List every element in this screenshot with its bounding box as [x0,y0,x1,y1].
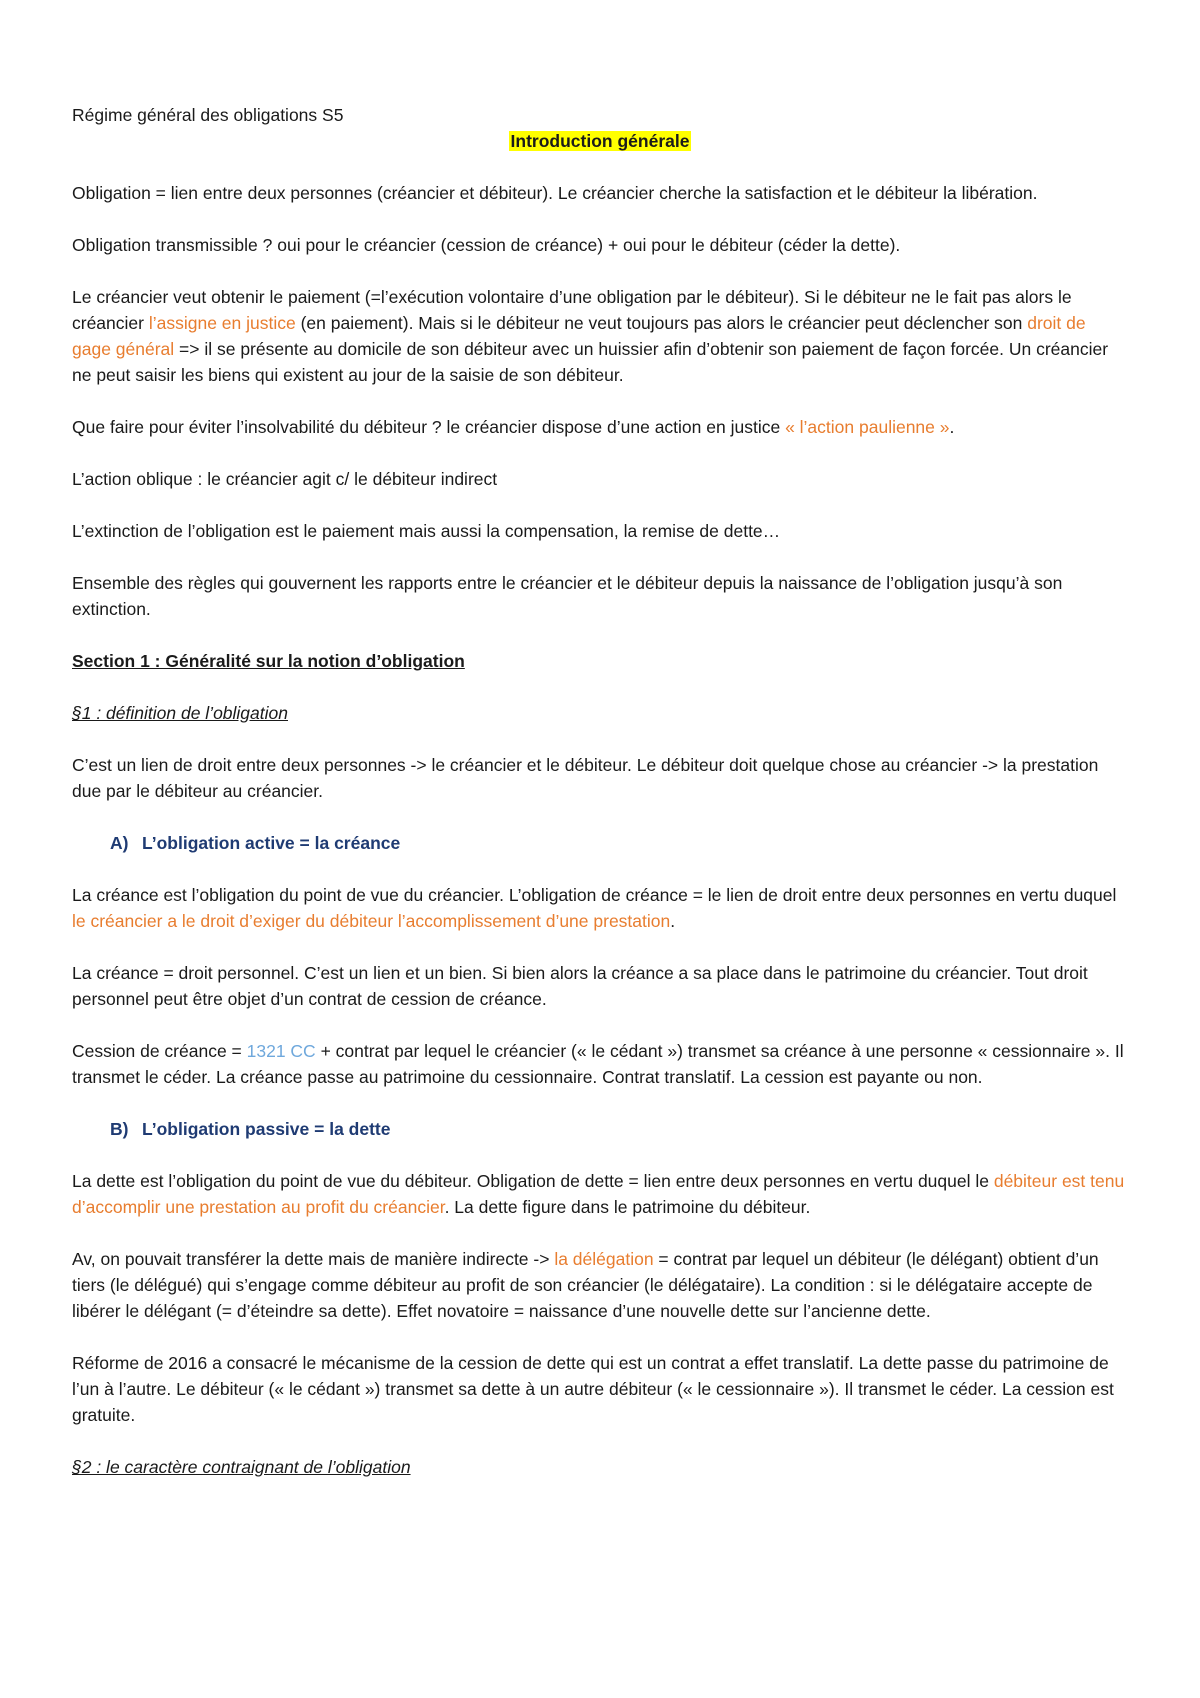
intro-title [72,128,1128,154]
highlight-paulienne: « l’action paulienne » [785,417,950,437]
paragraph-definition: C’est un lien de droit entre deux personnes -> le créancier et le débiteur. Le débiteur doit quelque chose au créancier -> la prestation due par le débiteur au créancier. [72,755,1099,801]
paragraph-insolvabilite: Que faire pour éviter l’insolvabilité du débiteur ? le créancier dispose d’une action en justice « l’action paulienne ». [72,417,955,437]
paragraph-creance-1: La créance est l’obligation du point de vue du créancier. L’obligation de créance = le lien de droit entre deux personnes en vertu duquel le créancier a le droit d’exiger du débiteur l’accomplissement d’une prestation. [72,885,1117,931]
paragraph-delegation: Av, on pouvait transférer la dette mais de manière indirecte -> la délégation = contrat par lequel un débiteur (le délégant) obtient d’un tiers (le délégué) qui s’engage comme débiteur au profit de son créancier (le délégataire). La condition : si le délégataire accepte de libérer le délégant (= d’éteindre sa dette). Effet novatoire = naissance d’une nouvelle dette sur l’ancienne dette. [72,1249,1099,1321]
highlight-delegation: la délégation [554,1249,654,1269]
paragraph-transmissible: Obligation transmissible ? oui pour le créancier (cession de créance) + oui pour le débiteur (céder la dette). [72,235,901,255]
highlight-gage: droit de gage général [72,313,1086,359]
paragraph-heading-2 [72,1454,1128,1480]
subheading-a-letter: A) [110,833,129,853]
intro-title-text: Introduction générale [510,131,690,151]
paragraph-cession-creance: Cession de créance = 1321 CC + contrat par lequel le créancier (« le cédant ») transmet sa créance à une personne « cessionnaire ». Il transmet le céder. La créance passe au patrimoine du cessionnaire. Contrat translatif. La cession est payante ou non. [72,1041,1124,1087]
subheading-a [72,830,1128,856]
paragraph-dette-1: La dette est l’obligation du point de vue du débiteur. Obligation de dette = lien entre deux personnes en vertu duquel le débiteur est tenu d’accomplir une prestation au profit du créancier. La dette figure dans le patrimoine du débiteur. [72,1171,1125,1217]
subheading-b [72,1116,1128,1142]
paragraph-heading-1 [72,700,1128,726]
highlight-creance-def: le créancier a le droit d’exiger du débiteur l’accomplissement d’une prestation [72,911,671,931]
highlight-assigne: l’assigne en justice [148,313,296,333]
highlight-dette-def: débiteur est tenu d’accomplir une prestation au profit du créancier [72,1171,1125,1217]
article-reference: 1321 CC [246,1041,316,1061]
document-title: Régime général des obligations S5 [72,105,344,125]
section-1-title: Section 1 : Généralité sur la notion d’obligation [72,651,465,671]
paragraph-paiement: Le créancier veut obtenir le paiement (=l’exécution volontaire d’une obligation par le débiteur). Si le débiteur ne le fait pas alors le créancier l’assigne en justice (en paiement). Mais si le débiteur ne veut toujours pas alors le créancier peut déclencher son droit de gage général => il se présente au domicile de son débiteur avec un huissier afin d’obtenir son paiement de façon forcée. Un créancier ne peut saisir les biens qui existent au jour de la saisie de son débiteur. [72,287,1109,385]
paragraph-extinction: L’extinction de l’obligation est le paiement mais aussi la compensation, la remise de dette… [72,521,781,541]
para-2-title: §2 : le caractère contraignant de l’obligation [72,1457,411,1477]
paragraph-reforme: Réforme de 2016 a consacré le mécanisme de la cession de dette qui est un contrat a effet translatif. La dette passe du patrimoine de l’un à l’autre. Le débiteur (« le cédant ») transmet sa dette à un autre débiteur (« le cessionnaire »). Il transmet le céder. La cession est gratuite. [72,1353,1114,1425]
subheading-b-letter: B) [110,1119,129,1139]
para-1-title: §1 : définition de l’obligation [72,703,288,723]
paragraph-obligation: Obligation = lien entre deux personnes (créancier et débiteur). Le créancier cherche la satisfaction et le débiteur la libération. [72,183,1038,203]
section-heading [72,648,1128,674]
subheading-a-title: L’obligation active = la créance [142,833,401,853]
paragraph-ensemble: Ensemble des règles qui gouvernent les rapports entre le créancier et le débiteur depuis la naissance de l’obligation jusqu’à son extinction. [72,573,1063,619]
paragraph-action-oblique: L’action oblique : le créancier agit c/ le débiteur indirect [72,469,498,489]
paragraph-creance-2: La créance = droit personnel. C’est un lien et un bien. Si bien alors la créance a sa place dans le patrimoine du créancier. Tout droit personnel peut être objet d’un contrat de cession de créance. [72,963,1088,1009]
subheading-b-title: L’obligation passive = la dette [142,1119,391,1139]
